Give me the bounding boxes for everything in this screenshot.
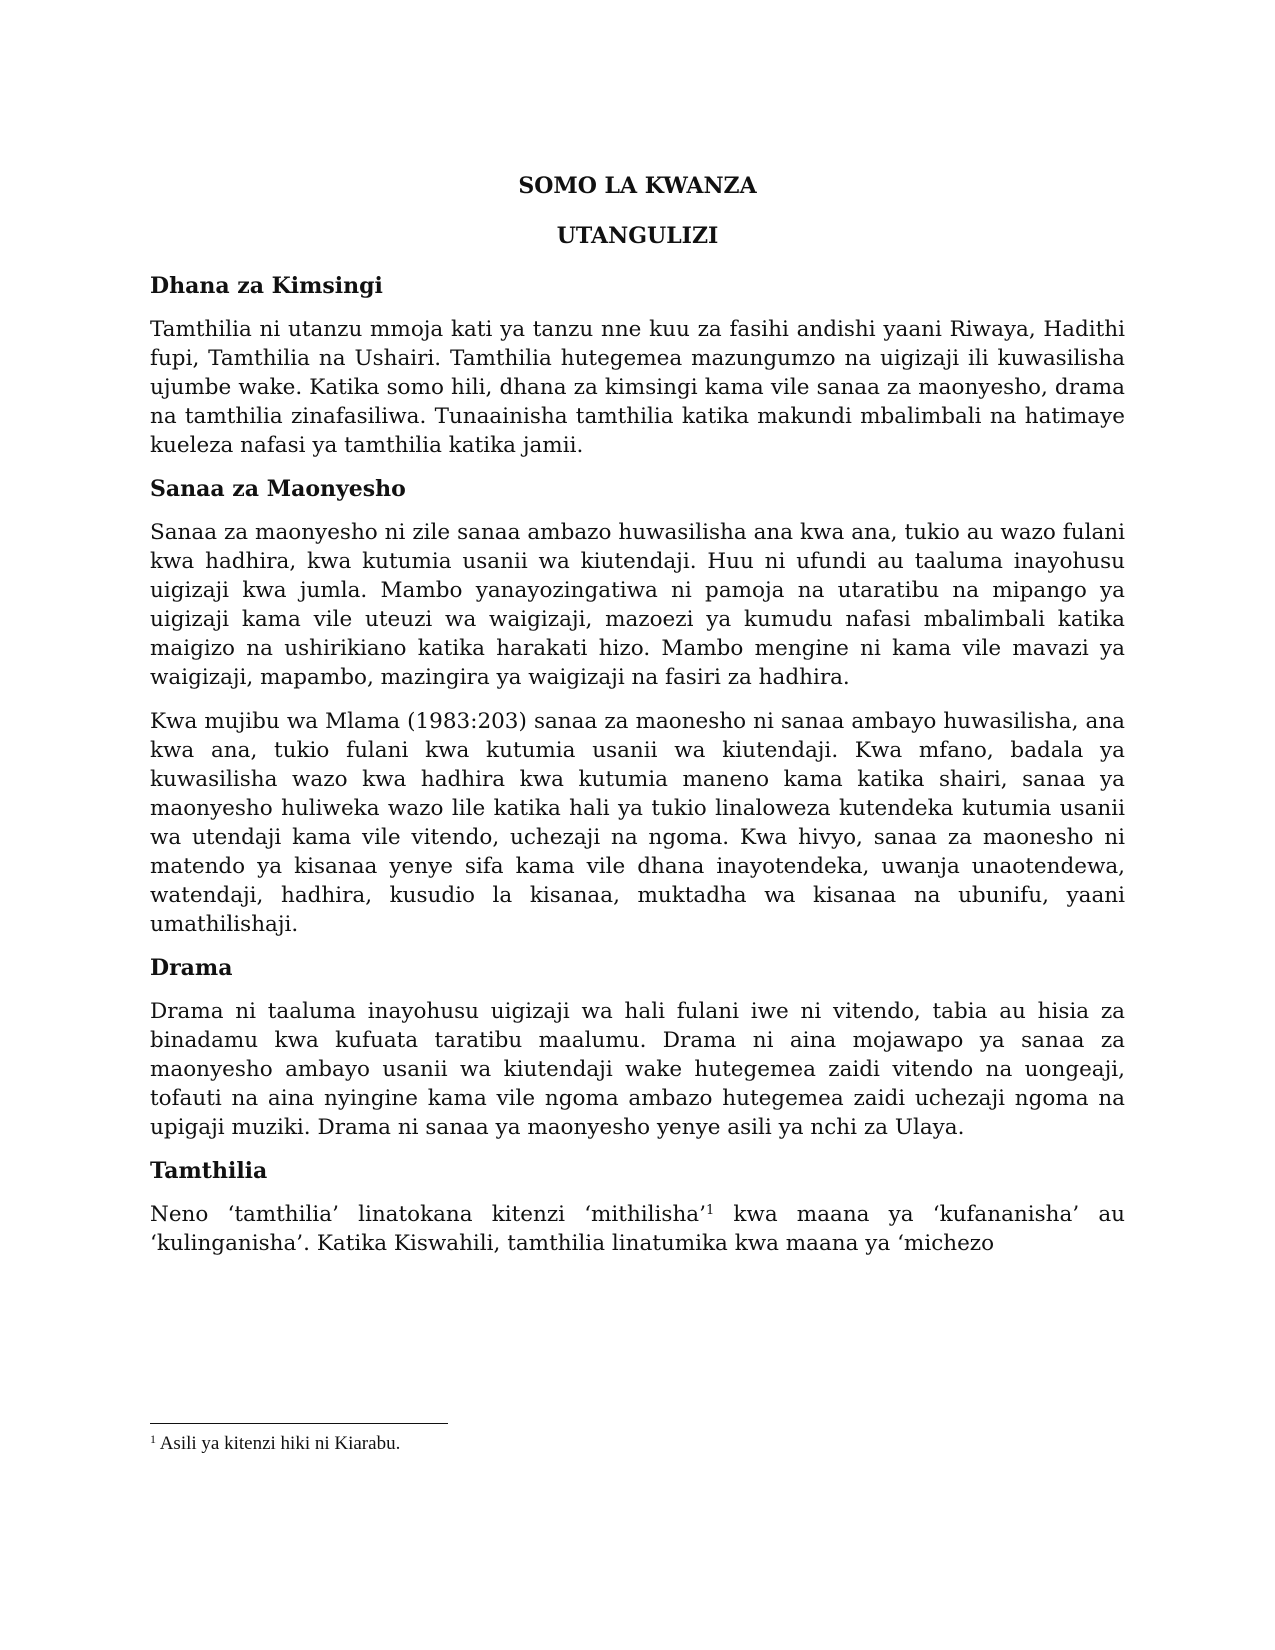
footnote-mark: 1 [150, 1432, 156, 1446]
paragraph-tamthilia [150, 1200, 1125, 1258]
section-heading-sanaa: Sanaa za Maonyesho [150, 476, 406, 502]
paragraph-sanaa-1: Sanaa za maonyesho ni zile sanaa ambazo huwasilisha ana kwa ana, tukio au wazo fulani kwa hadhira, kwa kutumia usanii wa kiutendaji. Huu ni ufundi au taaluma inayohusu uigizaji kwa jumla. Mambo yanayozingatiwa ni pamoja na utaratibu na mipango ya uigizaji kama vile uteuzi wa waigizaji, mazoezi ya kumudu nafasi mbalimbali katika maigizo na ushirikiano katika harakati hizo. Mambo mengine ni kama vile mavazi ya waigizaji, mapambo, mazingira ya waigizaji na fasiri za hadhira. [150, 520, 1125, 690]
section-heading-drama: Drama [150, 955, 233, 981]
page-body [150, 172, 1125, 1273]
footnote-separator [150, 1423, 448, 1424]
section-heading-dhana: Dhana za Kimsingi [150, 273, 383, 299]
section-heading-tamthilia: Tamthilia [150, 1158, 268, 1184]
footnote-reference[interactable]: 1 [705, 1203, 715, 1218]
paragraph-tamthilia-rest: kwa maana ya ‘kufananisha’ au ‘kulinganisha’. Katika Kiswahili, tamthilia linatumika kwa maana ya ‘michezo [150, 1202, 1125, 1256]
chapter-title: SOMO LA KWANZA [518, 173, 757, 199]
footnote [150, 1432, 1125, 1456]
paragraph-drama: Drama ni taaluma inayohusu uigizaji wa hali fulani iwe ni vitendo, tabia au hisia za binadamu kwa kufuata taratibu maalumu. Drama ni aina mojawapo ya sanaa za maonyesho ambayo usanii wa kiutendaji wake hutegemea zaidi vitendo na uongeaji, tofauti na aina nyingine kama vile ngoma ambazo hutegemea zaidi uchezaji ngoma na upigaji muziki. Drama ni sanaa ya maonyesho yenye asili ya nchi za Ulaya. [150, 999, 1125, 1140]
paragraph-tamthilia-start: Neno ‘tamthilia’ linatokana kitenzi ‘mithilisha’ [150, 1202, 706, 1227]
paragraph-dhana: Tamthilia ni utanzu mmoja kati ya tanzu nne kuu za fasihi andishi yaani Riwaya, Hadithi fupi, Tamthilia na Ushairi. Tamthilia hutegemea mazungumzo na uigizaji ili kuwasilisha ujumbe wake. Katika somo hili, dhana za kimsingi kama vile sanaa za maonyesho, drama na tamthilia zinafasiliwa. Tunaainisha tamthilia katika makundi mbalimbali na hatimaye kueleza nafasi ya tamthilia katika jamii. [150, 317, 1125, 458]
chapter-subtitle: UTANGULIZI [556, 223, 719, 249]
paragraph-sanaa-2: Kwa mujibu wa Mlama (1983:203) sanaa za maonesho ni sanaa ambayo huwasilisha, ana kwa ana, tukio fulani kwa kutumia usanii wa kiutendaji. Kwa mfano, badala ya kuwasilisha wazo kwa hadhira kwa kutumia maneno kama katika shairi, sanaa ya maonyesho huliweka wazo lile katika hali ya tukio linaloweza kutendeka kutumia usanii wa utendaji kama vile vitendo, uchezaji na ngoma. Kwa hivyo, sanaa za maonesho ni matendo ya kisanaa yenye sifa kama vile dhana inayotendeka, uwanja unaotendewa, watendaji, hadhira, kusudio la kisanaa, muktadha wa kisanaa na ubunifu, yaani umathilishaji. [150, 709, 1125, 937]
footnote-text: Asili ya kitenzi hiki ni Kiarabu. [156, 1433, 401, 1454]
